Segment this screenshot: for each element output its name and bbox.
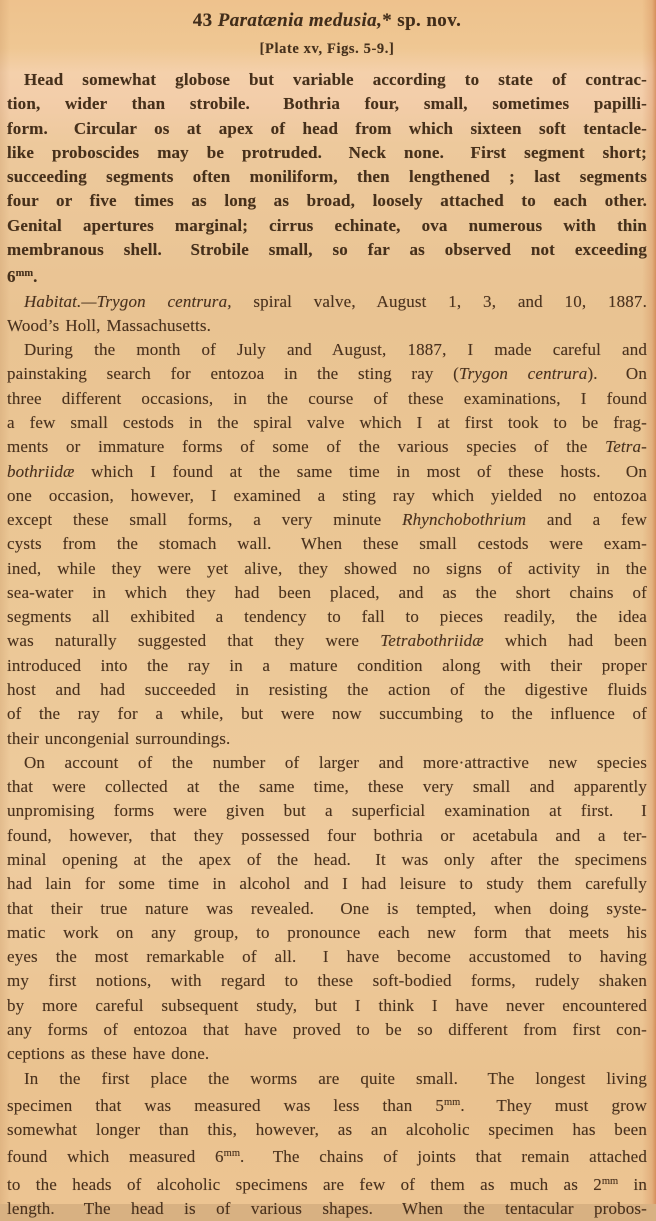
text-segment: and a few	[526, 510, 647, 530]
text-segment: tion, wider than strobile. Bothria four, small, sometimes papilli-	[7, 94, 647, 114]
text-line	[7, 117, 647, 141]
superscript-unit: mm	[443, 1096, 461, 1108]
text-line	[7, 68, 647, 92]
text-line	[7, 727, 647, 751]
text-segment: ments or immature forms of some of the various species of the	[7, 437, 606, 457]
text-segment: which I found at the same time in most of these hosts. On	[74, 461, 647, 481]
text-segment: sea-water in which they had been placed, and as the short chains of	[7, 582, 647, 602]
text-line	[7, 1067, 647, 1091]
text-line	[7, 629, 647, 653]
text-segment: ined, while they were yet alive, they showed no signs of activity in the	[7, 558, 647, 578]
text-segment: cysts from the stomach wall. When these small cestods were exam-	[7, 534, 647, 554]
text-line	[7, 945, 647, 969]
text-segment: any forms of entozoa that have proved to be so different from first con-	[7, 1019, 647, 1039]
text-segment: except these small forms, a very minute	[7, 510, 403, 530]
text-line	[7, 824, 647, 848]
text-line	[7, 92, 647, 116]
text-line	[7, 411, 647, 435]
page-title	[7, 5, 647, 34]
text-line	[7, 1042, 647, 1066]
text-segment: painstaking search for entozoa in the sting ray (	[7, 364, 459, 384]
text-segment: of the ray for a while, but were now succumbing to the influence of	[7, 704, 647, 724]
text-line	[7, 189, 647, 213]
paragraph-examination	[7, 751, 647, 1067]
text-segment: like proboscides may be protruded. Neck none. First segment short;	[7, 142, 647, 162]
text-segment: . The chains of joints that remain attached	[240, 1147, 647, 1167]
text-line	[7, 775, 647, 799]
text-line	[7, 557, 647, 581]
text-line	[7, 141, 647, 165]
text-segment: host and had succeeded in resisting the action of the digestive fluids	[7, 680, 647, 700]
text-line	[7, 262, 647, 289]
text-line	[7, 678, 647, 702]
text-segment: that were collected at the same time, these very small and apparently	[7, 777, 647, 797]
text-segment: which had been	[483, 631, 647, 651]
text-line	[7, 969, 647, 993]
text-segment: eyes the most remarkable of all. I have become accustomed to having	[7, 947, 647, 967]
text-segment: .	[33, 267, 38, 287]
text-segment: ceptions as these have done.	[7, 1044, 210, 1064]
text-segment: one occasion, however, I examined a sting ray which yielded no entozoa	[7, 485, 647, 505]
text-segment: Habitat.—Trygon centrura,	[24, 291, 232, 311]
text-segment: was naturally suggested that they were	[7, 631, 381, 651]
paragraph-discovery	[7, 338, 647, 751]
text-segment: specimen that was measured was less than 5	[7, 1095, 444, 1115]
text-segment: Wood’s Holl, Massachusetts.	[7, 315, 212, 335]
text-line	[7, 165, 647, 189]
text-segment: Tetra-	[605, 437, 647, 457]
text-segment: ). On	[587, 364, 647, 384]
text-segment: During the month of July and August, 1887, I made careful and	[24, 340, 647, 360]
text-segment: matic work on any group, to pronounce each new form that meets his	[7, 922, 647, 942]
text-segment: by more careful subsequent study, but I think I have never encountered	[7, 995, 647, 1015]
text-segment: that their true nature was revealed. One is tempted, when doing syste-	[7, 898, 647, 918]
text-segment: membranous shell. Strobile small, so far as observed not exceeding	[7, 239, 647, 259]
text-segment: a few small cestods in the spiral valve which I at first took to be frag-	[7, 412, 647, 432]
text-segment: my first notions, with regard to these soft-bodied forms, rudely shaken	[7, 971, 647, 991]
text-segment: to the heads of alcoholic specimens are few of them as much as 2	[7, 1174, 602, 1194]
text-segment: succeeding segments often moniliform, then lengthened ; last segments	[7, 167, 647, 187]
text-segment: 6	[7, 267, 16, 287]
text-line	[7, 872, 647, 896]
text-segment: four or five times as long as broad, loosely attached to each other.	[7, 191, 647, 211]
text-line	[7, 484, 647, 508]
text-segment: Genital apertures marginal; cirrus echinate, ova numerous with thin	[7, 215, 647, 235]
text-line	[7, 290, 647, 314]
text-segment: minal opening at the apex of the head. It was only after the specimens	[7, 850, 647, 869]
text-line	[7, 897, 647, 921]
text-line	[7, 460, 647, 484]
text-segment: On account of the number of larger and more·attractive new species	[24, 752, 647, 772]
text-line	[7, 1018, 647, 1042]
text-segment: three different occasions, in the course of these examinations, I found	[7, 388, 647, 408]
text-segment: * sp. nov.	[382, 10, 462, 31]
text-segment: Head somewhat globose but variable according to state of contrac-	[24, 70, 647, 89]
text-segment: their uncongenial surroundings.	[7, 728, 231, 748]
text-line	[7, 1170, 647, 1197]
superscript-unit: mm	[601, 1175, 619, 1187]
text-segment: length. The head is of various shapes. When the tentacular probos-	[7, 1198, 647, 1218]
text-line	[7, 1197, 647, 1221]
text-line	[7, 654, 647, 678]
text-segment: unpromising forms were given but a superficial examination at first. I	[7, 801, 647, 821]
text-line	[7, 799, 647, 823]
superscript-unit: mm	[15, 268, 34, 280]
text-line	[7, 387, 647, 411]
text-line	[7, 214, 647, 238]
text-line	[7, 508, 647, 532]
text-segment: 43	[192, 10, 218, 31]
text-segment: found which measured 6	[7, 1147, 224, 1167]
text-line	[7, 338, 647, 362]
text-segment: segments all exhibited a tendency to fall to pieces readily, the idea	[7, 607, 647, 627]
text-segment: Rhynchobothrium	[402, 510, 527, 530]
paragraph-diagnosis	[7, 68, 647, 290]
page-body	[7, 68, 647, 1221]
text-line	[7, 1091, 647, 1118]
text-segment: in	[618, 1174, 647, 1194]
text-segment: bothriidæ	[7, 461, 75, 481]
text-segment: form. Circular os at apex of head from which sixteen soft tentacle-	[7, 118, 647, 138]
text-segment: Paratænia medusia,	[217, 10, 383, 31]
text-line	[7, 848, 647, 872]
text-segment: Tetrabothriidæ	[380, 631, 484, 651]
paragraph-size	[7, 1067, 647, 1221]
text-line	[7, 581, 647, 605]
text-line	[7, 921, 647, 945]
text-line	[7, 362, 647, 386]
text-segment: . They must grow	[460, 1095, 647, 1115]
text-segment: introduced into the ray in a mature condition along with their proper	[7, 655, 647, 675]
paragraph-habitat	[7, 290, 647, 339]
text-line	[7, 1118, 647, 1142]
text-line	[7, 994, 647, 1018]
text-segment: spiral valve, August 1, 3, and 10, 1887.	[231, 291, 647, 311]
text-line	[7, 314, 647, 338]
text-line	[7, 435, 647, 459]
superscript-unit: mm	[223, 1148, 240, 1160]
plate-reference: [Plate xv, Figs. 5-9.]	[259, 41, 395, 57]
text-line	[7, 532, 647, 556]
text-segment: had lain for some time in alcohol and I had leisure to study them carefully	[7, 874, 647, 894]
text-segment: Trygon centrura	[458, 364, 588, 384]
text-line	[7, 702, 647, 726]
text-segment: somewhat longer than this, however, as an alcoholic specimen has been	[7, 1120, 647, 1140]
text-line	[7, 751, 647, 775]
text-line	[7, 238, 647, 262]
text-line	[7, 605, 647, 629]
text-line	[7, 1142, 647, 1169]
text-segment: found, however, that they possessed four bothria or acetabula and a ter-	[7, 825, 647, 845]
text-segment: In the first place the worms are quite small. The longest living	[24, 1068, 647, 1088]
